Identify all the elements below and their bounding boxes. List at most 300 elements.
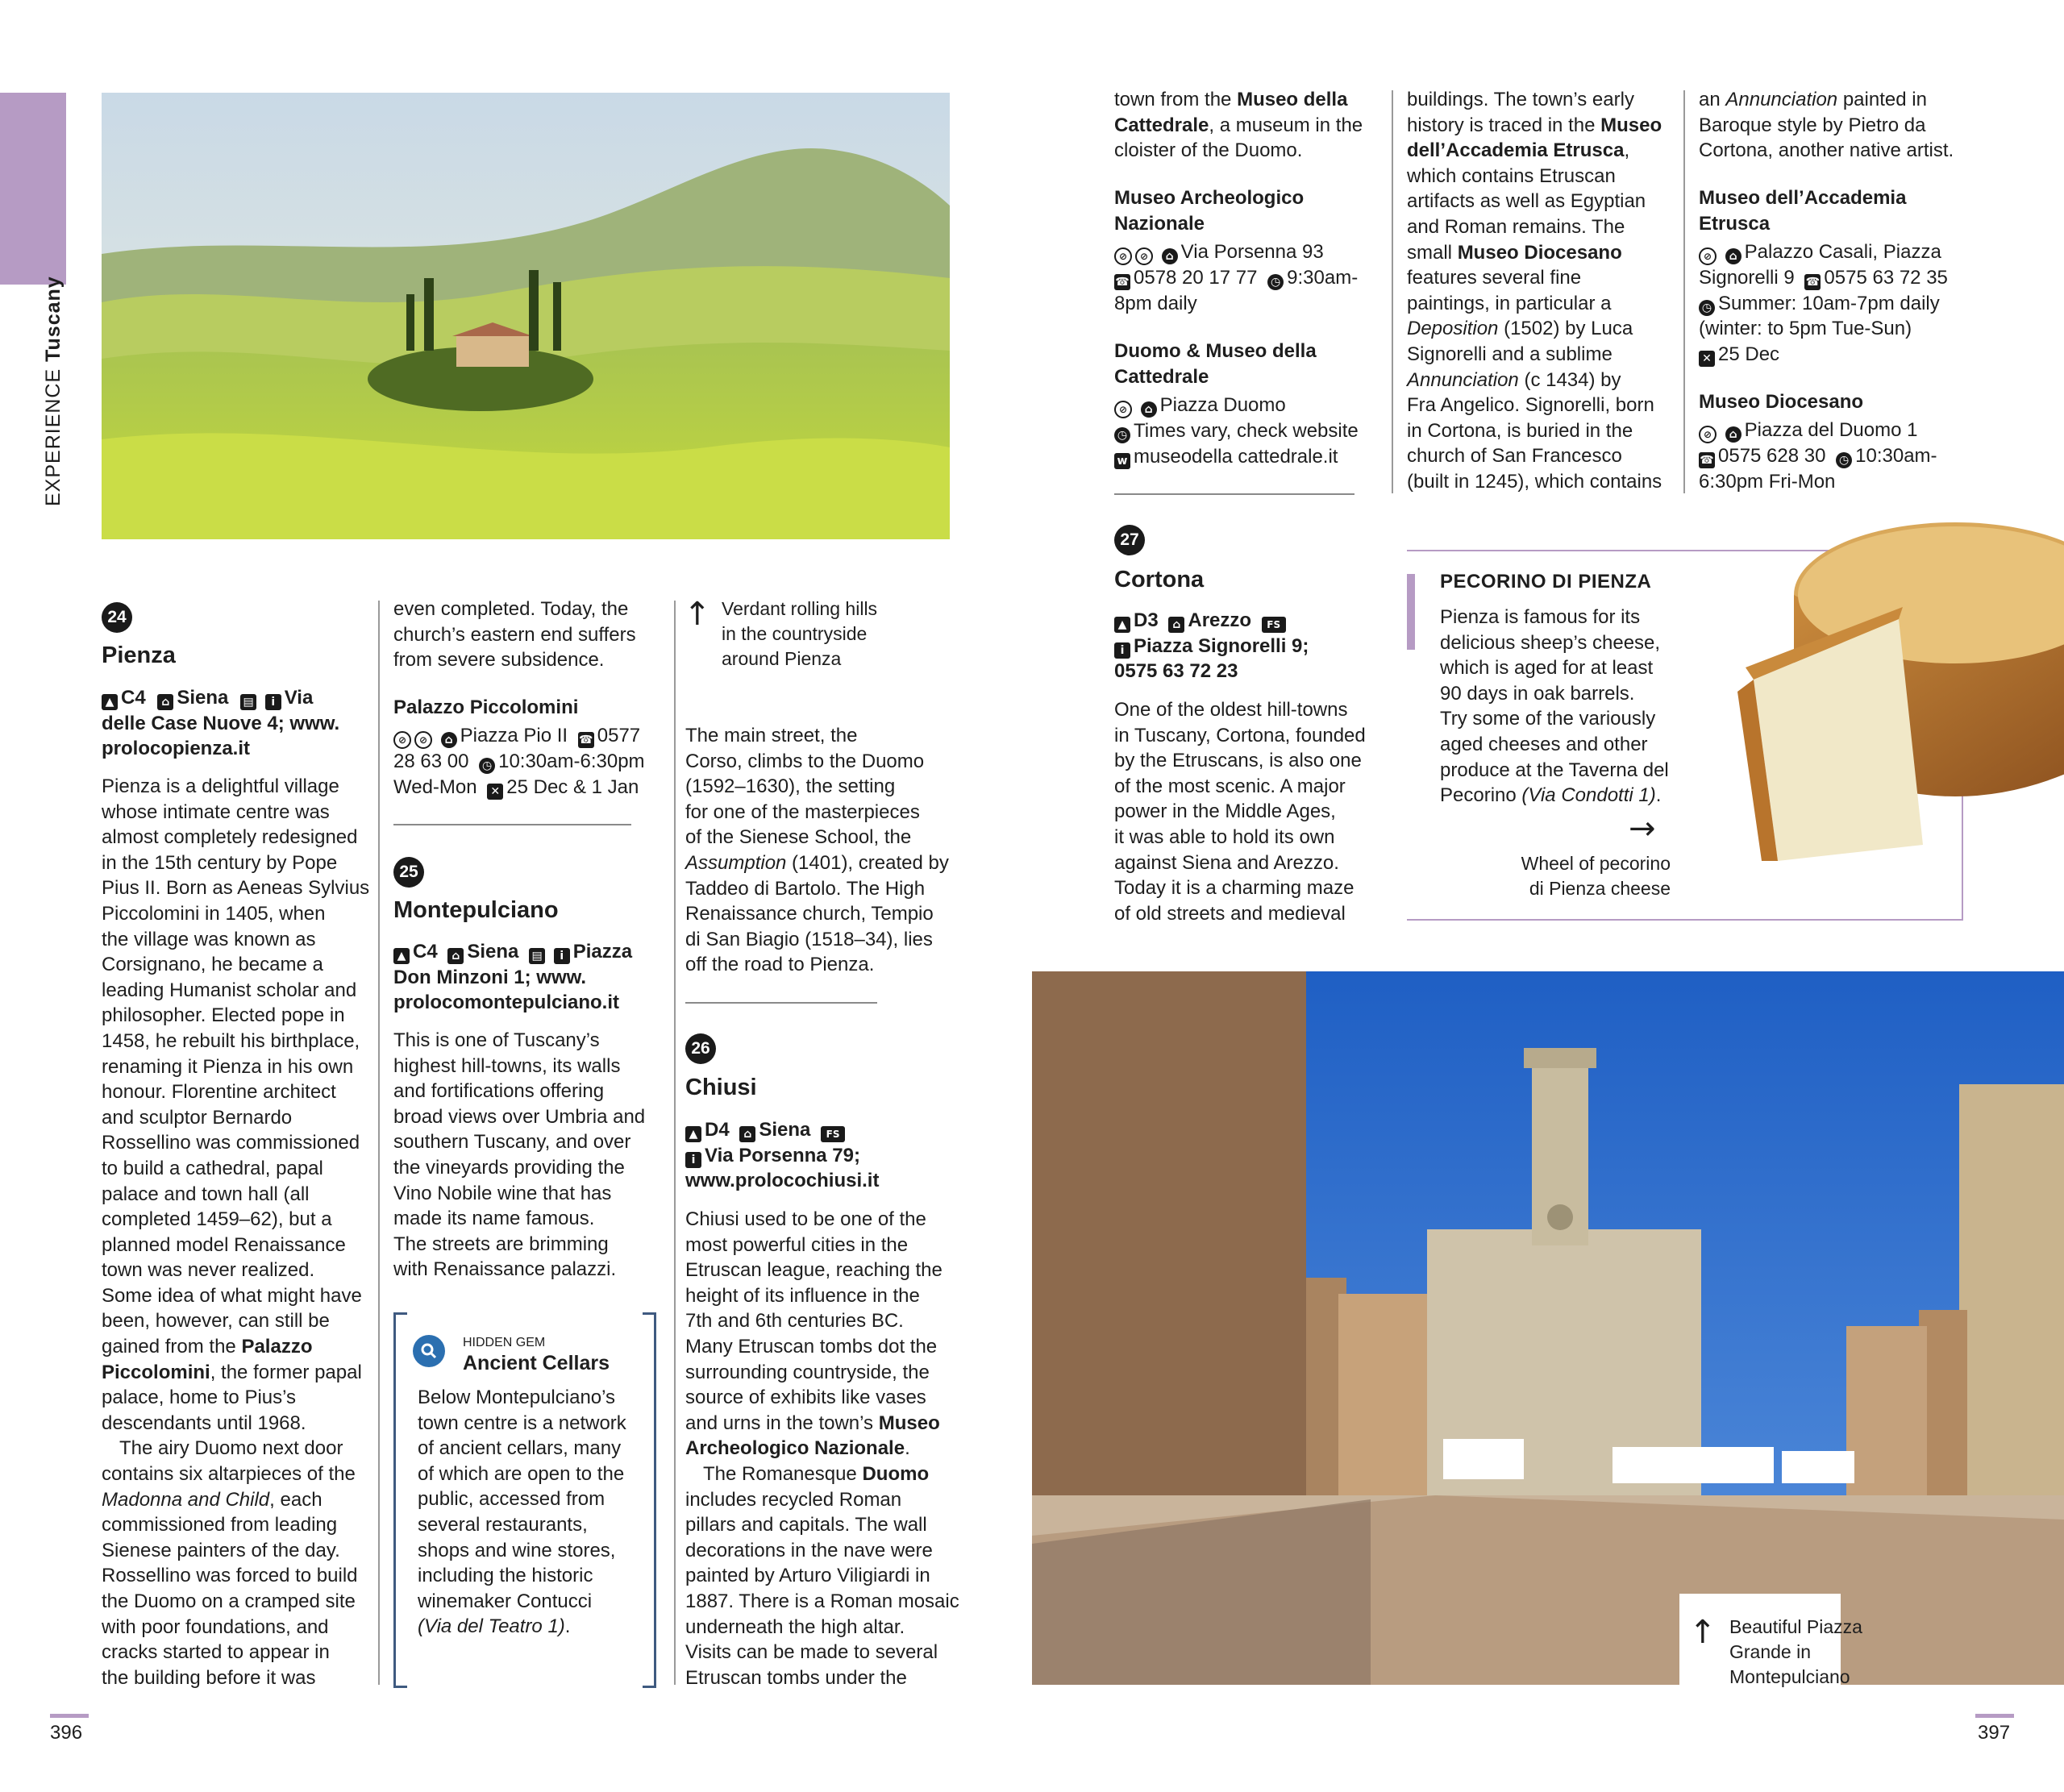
text-line: Rossellino was commissioned (102, 1132, 360, 1154)
duomo-hours: Times vary, check website (1134, 420, 1359, 442)
text-line (102, 1334, 376, 1360)
text-line: made its name famous. (393, 1208, 595, 1230)
text-line: aged cheeses and other (1440, 733, 1648, 755)
text-line: off the road to Pienza. (685, 954, 875, 976)
cortona-grid: D3 (1134, 609, 1159, 631)
text-line: planned model Renaissance (102, 1233, 346, 1256)
clock-icon: ◷ (1836, 452, 1852, 468)
bus-icon: ▤ (529, 948, 545, 964)
cortona-address: Piazza Signorelli 9; (1134, 634, 1309, 657)
info-icon: i (554, 948, 570, 964)
diocesano-hours-2: 6:30pm Fri-Mon (1699, 470, 1836, 493)
text-line: of the Sienese School, the (685, 826, 912, 849)
phone-icon: ☎ (1805, 276, 1821, 289)
closed-icon: ✕ (487, 784, 503, 800)
text-line: Etruscan tombs under the (685, 1666, 907, 1689)
italic-span: (Via del Teatro 1) (418, 1615, 565, 1638)
side-tab-label-tuscany: Tuscany (42, 276, 64, 362)
montepulciano-addr-1: Piazza (572, 941, 633, 963)
text-line: Corso, climbs to the Duomo (685, 750, 925, 772)
gem-text (418, 1385, 651, 1640)
web-icon: w (1114, 453, 1130, 469)
text-line: several restaurants, (418, 1513, 588, 1536)
text-line: Rossellino was forced to build (102, 1565, 358, 1587)
text-line: artifacts as well as Egyptian (1407, 190, 1646, 213)
text-line: pillars and capitals. The wall (685, 1514, 927, 1536)
home-icon: ⌂ (441, 732, 457, 748)
text-line: contains six altarpieces of the (102, 1463, 356, 1486)
no-photo-icon: ⊘ (414, 731, 432, 749)
chiusi-web[interactable]: www.prolocochiusi.it (685, 1170, 880, 1192)
accademia-phone: 0575 63 72 35 (1824, 267, 1948, 289)
text-line: shops and wine stores, (418, 1539, 616, 1561)
text-line: the building before it was (102, 1666, 316, 1689)
text-line: in Cortona, is buried in the (1407, 419, 1633, 442)
text-span: , each (269, 1488, 322, 1511)
info-icon: i (1114, 642, 1130, 659)
bold-span: Museo della (1237, 89, 1348, 110)
text-line: palace, home to Pius’s (102, 1387, 297, 1409)
phone-icon: ☎ (1115, 276, 1130, 289)
text-line: di Pienza cheese (1529, 878, 1671, 899)
text-line: Etruscan league, reaching the (685, 1259, 943, 1282)
text-line: Archeologico Nazionale. (685, 1437, 910, 1460)
accademia-hours-1: Summer: 10am-7pm daily (1718, 292, 1940, 314)
text-line: Chiusi used to be one of the (685, 1208, 926, 1230)
text-line: commissioned from leading (102, 1514, 338, 1536)
text-line: and Roman remains. The (1407, 215, 1625, 238)
piccolomini-info (393, 723, 668, 800)
home-icon: ⌂ (1725, 426, 1742, 443)
montepulciano-web[interactable]: prolocomontepulciano.it (393, 992, 619, 1014)
text-line (1407, 240, 1681, 266)
text-line: buildings. The town’s early (1407, 89, 1634, 110)
arrow-right-icon: → (1629, 810, 1656, 847)
museo-hours-2: 8pm daily (1114, 292, 1197, 314)
map-pin-icon: ▲ (393, 948, 410, 964)
text-line: and fortifications offering (393, 1080, 605, 1103)
pienza-info (102, 685, 376, 762)
text-line: height of its influence in the (685, 1284, 920, 1307)
bold-span: Duomo (862, 1462, 930, 1485)
search-icon-glyph (419, 1341, 439, 1361)
text-line: (built in 1245), which contains (1407, 470, 1662, 493)
chiusi-info (685, 1117, 959, 1194)
bold-span: Archeologico Nazionale (685, 1437, 905, 1460)
piccolomini-title: Palazzo Piccolomini (393, 696, 579, 718)
map-pin-icon: ▲ (102, 694, 118, 710)
diocesano-phone: 0575 628 30 (1718, 445, 1826, 467)
chiusi-grid: D4 (705, 1119, 730, 1141)
hidden-gem-box (393, 1312, 656, 1685)
text-line: 1887. There is a Roman mosaic (685, 1590, 959, 1612)
chiusi-title: Chiusi (685, 1075, 757, 1100)
text-line: almost completely redesigned (102, 826, 358, 849)
text-line: even completed. Today, the (393, 598, 629, 620)
text-line: Wheel of pecorino (1521, 853, 1671, 874)
text-line: power in the Middle Ages, (1114, 800, 1336, 823)
text-line: church of San Francesco (1407, 445, 1622, 468)
piazza-grande-photo (1032, 971, 2064, 1685)
text-line: around Pienza (722, 648, 842, 669)
text-line: which is aged for at least (1440, 657, 1654, 680)
text-line: Pienza is a delightful village (102, 775, 339, 797)
italic-span: (Via Condotti 1) (1516, 784, 1656, 807)
text-span: , the former papal (210, 1361, 362, 1383)
pienza-web[interactable]: prolocopienza.it (102, 738, 251, 760)
text-line: Below Montepulciano’s (418, 1387, 616, 1408)
text-line: Museo Archeologico (1114, 187, 1305, 209)
text-span: . (564, 1615, 571, 1638)
home-icon: ⌂ (1162, 248, 1178, 264)
accademia-info (1699, 239, 1973, 367)
text-line: Duomo & Museo della (1114, 340, 1317, 362)
text-line: source of exhibits like vases (685, 1387, 926, 1409)
text-line: Pienza is famous for its (1440, 606, 1641, 628)
text-span: and urns in the town’s (685, 1412, 874, 1434)
text-span: an (1699, 89, 1721, 110)
text-line: Corsignano, he became a (102, 954, 323, 976)
pienza-addr-1: Via (284, 687, 314, 709)
pienza-continued (393, 597, 660, 673)
montepulciano-grid: C4 (413, 941, 438, 963)
text-line: Piccolomini in 1405, when (102, 902, 326, 925)
landscape-illustration (102, 93, 950, 539)
text-line: Fra Angelico. Signorelli, born (1407, 394, 1654, 417)
pienza-title: Pienza (102, 642, 176, 668)
diocesano-hours: 10:30am- (1855, 445, 1937, 467)
text-line: in the 15th century by Pope (102, 851, 338, 874)
text-line (685, 1411, 968, 1437)
cortona-number-badge: 27 (1114, 525, 1145, 555)
text-line: Today it is a charming maze (1114, 877, 1354, 900)
text-line: One of the oldest hill-towns (1114, 699, 1348, 721)
bold-span: Palazzo (241, 1336, 313, 1358)
chiusi-continued (1114, 87, 1388, 164)
pecorino-cheese-photo (1729, 506, 2064, 893)
no-wheelchair-icon: ⊘ (1114, 247, 1132, 265)
text-line: been, however, can still be (102, 1310, 330, 1333)
text-line (102, 1360, 376, 1386)
piccolomini-hours: 10:30am-6:30pm (498, 750, 645, 772)
text-line: 90 days in oak barrels. (1440, 682, 1635, 705)
text-line (102, 1487, 376, 1513)
bold-span: Museo (878, 1412, 940, 1434)
column-divider (1392, 90, 1393, 493)
chiusi-town: Siena (759, 1119, 811, 1141)
text-line: of which are open to the (418, 1462, 625, 1485)
duomo-museo-title (1114, 339, 1317, 389)
montepulciano-town: Siena (467, 941, 519, 963)
text-span: gained from the (102, 1336, 236, 1358)
text-line: Taddeo di Bartolo. The High (685, 877, 926, 900)
map-pin-icon: ▲ (1114, 617, 1130, 633)
text-line: Sienese painters of the day. (102, 1539, 340, 1561)
text-line: Some idea of what might have (102, 1284, 362, 1307)
landscape-caption (722, 597, 955, 671)
pienza-landscape-photo (102, 93, 950, 539)
text-line (1114, 87, 1388, 113)
closed-icon: ✕ (1699, 351, 1715, 367)
home-icon: ⌂ (739, 1126, 755, 1142)
text-line: (1592–1630), the setting (685, 775, 896, 798)
text-span: , (1624, 139, 1630, 162)
column-divider (674, 601, 676, 1685)
piccolomini-phone-a: 0577 (597, 725, 641, 746)
text-span: small (1407, 241, 1453, 264)
text-line: and sculptor Bernardo (102, 1106, 293, 1129)
museo-archeologico-info (1114, 239, 1380, 316)
diocesano-title: Museo Diocesano (1699, 391, 1864, 413)
text-line: winemaker Contucci (418, 1590, 593, 1612)
piccolomini-address: Piazza Pio II (460, 725, 568, 746)
text-line: of ancient cellars, many (418, 1437, 622, 1460)
piazza-caption (1729, 1615, 1907, 1690)
text-line: Etrusca (1699, 212, 1771, 235)
chiusi-number-badge: 26 (685, 1033, 716, 1064)
text-line: which contains Etruscan (1407, 164, 1616, 187)
montepulciano-body (393, 1028, 668, 1283)
text-line: of the most scenic. A major (1114, 775, 1346, 797)
side-tab-label (42, 276, 65, 506)
text-line: surrounding countryside, the (685, 1361, 930, 1383)
piccolomini-closed: 25 Dec & 1 Jan (506, 775, 639, 798)
diocesano-info (1699, 418, 1973, 494)
no-photo-icon: ⊘ (1135, 247, 1153, 265)
montepulciano-info (393, 939, 668, 1016)
text-line (1699, 87, 1973, 113)
page-number-left: 396 (50, 1722, 83, 1744)
no-wheelchair-icon: ⊘ (393, 731, 411, 749)
search-icon (413, 1335, 445, 1367)
column-divider (378, 601, 380, 1685)
pienza-grid: C4 (121, 687, 146, 709)
diocesano-address: Piazza del Duomo 1 (1744, 419, 1918, 441)
text-span: (c 1434) by (1518, 368, 1621, 391)
home-icon: ⌂ (157, 694, 173, 710)
cortona-info (1114, 608, 1388, 684)
arrow-up-icon: ↑ (684, 596, 711, 633)
map-pin-icon: ▲ (685, 1126, 701, 1142)
text-line: Montepulciano (1729, 1666, 1850, 1687)
pienza-addr-2: delle Case Nuove 4; www. (102, 712, 340, 734)
train-bus-icon: FS (1262, 617, 1286, 633)
page-number-rule-left (50, 1714, 89, 1718)
chiusi-body (685, 1207, 968, 1690)
pecorino-caption (1484, 851, 1671, 901)
text-line: to build a cathedral, papal (102, 1157, 323, 1179)
text-line: southern Tuscany, and over (393, 1131, 631, 1154)
text-line: the Duomo on a cramped site (102, 1590, 356, 1612)
text-line: Cattedrale (1114, 365, 1209, 388)
text-line: 1458, he rebuilt his birthplace, (102, 1029, 360, 1052)
text-line: public, accessed from (418, 1488, 605, 1511)
duomo-address: Piazza Duomo (1159, 394, 1286, 416)
text-line (1407, 368, 1681, 393)
text-line: broad views over Umbria and (393, 1105, 646, 1128)
no-wheelchair-icon: ⊘ (1699, 247, 1717, 265)
section-rule (393, 824, 631, 825)
text-line: town centre is a network (418, 1412, 626, 1434)
clock-icon: ◷ (1114, 427, 1130, 443)
montepulciano-number-badge: 25 (393, 857, 424, 888)
italic-span: Annunciation (1407, 368, 1519, 391)
pienza-town: Siena (177, 687, 229, 709)
text-line: The streets are brimming (393, 1233, 609, 1255)
cortona-continued-2 (1699, 87, 1973, 164)
duomo-museo-info (1114, 393, 1388, 469)
text-span: Pecorino (1440, 784, 1517, 807)
montepulciano-addr-2: Don Minzoni 1; www. (393, 966, 587, 988)
pecorino-accent-bar (1407, 574, 1415, 650)
cortona-title: Cortona (1114, 567, 1205, 592)
text-line (1407, 138, 1681, 164)
text-line: against Siena and Arezzo. (1114, 851, 1339, 874)
bold-span: Museo (1600, 114, 1662, 136)
chiusi-addr: Via Porsenna 79; (705, 1144, 860, 1166)
text-line: descendants until 1968. (102, 1412, 306, 1434)
text-line: from severe subsidence. (393, 649, 605, 671)
text-line: leading Humanist scholar and (102, 979, 357, 1001)
text-line: in the countryside (722, 623, 868, 644)
accademia-address-2: Signorelli 9 (1699, 267, 1795, 289)
pienza-body (102, 774, 376, 1690)
text-span: painted in (1837, 89, 1927, 110)
text-line: Nazionale (1114, 212, 1205, 235)
text-line: by the Etruscans, is also one (1114, 750, 1362, 772)
text-line: painted by Arturo Viligiardi in (685, 1565, 930, 1587)
text-line: This is one of Tuscany’s (393, 1029, 600, 1051)
info-icon: i (265, 694, 281, 710)
piazza-illustration (1032, 971, 2064, 1685)
text-line: Grande in (1729, 1641, 1812, 1662)
text-line: Try some of the variously (1440, 708, 1656, 730)
text-line: features several fine (1407, 267, 1582, 289)
text-line (685, 1461, 968, 1487)
clock-icon: ◷ (1699, 300, 1715, 316)
bold-span: Museo Diocesano (1457, 241, 1622, 264)
text-line: town was never realized. (102, 1259, 315, 1282)
text-line: The airy Duomo next door (119, 1437, 343, 1460)
museo-archeologico-title (1114, 185, 1304, 236)
train-bus-icon: FS (821, 1126, 845, 1142)
cortona-body (1114, 697, 1388, 926)
text-line: of old streets and medieval (1114, 902, 1346, 925)
text-line (685, 850, 959, 876)
cortona-phone: 0575 63 72 23 (1114, 660, 1238, 683)
no-wheelchair-icon: ⊘ (1114, 401, 1132, 418)
gem-kicker: HIDDEN GEM (463, 1336, 546, 1349)
text-line: with poor foundations, and (102, 1615, 329, 1638)
italic-span: Assumption (685, 851, 787, 874)
museo-hours: 9:30am- (1287, 267, 1359, 289)
home-icon: ⌂ (1141, 401, 1157, 418)
text-line: in Tuscany, Cortona, founded (1114, 724, 1366, 746)
text-span: history is traced in the (1407, 114, 1596, 136)
text-line: Many Etruscan tombs dot the (685, 1335, 938, 1358)
bold-span: Piccolomini (102, 1361, 210, 1383)
text-line: underneath the high altar. (685, 1615, 905, 1638)
text-line: Beautiful Piazza (1729, 1616, 1862, 1637)
text-line: Visits can be made to several (685, 1641, 938, 1664)
text-line: Vino Nobile wine that has (393, 1182, 612, 1204)
clock-icon: ◷ (1267, 274, 1284, 290)
text-span: (1502) by Luca (1498, 318, 1633, 340)
text-line: Pius II. Born as Aeneas Sylvius (102, 877, 370, 900)
text-span: town from the (1114, 89, 1232, 110)
arrow-up-icon: ↑ (1689, 1614, 1717, 1651)
text-line: cracks started to appear in (102, 1641, 330, 1664)
text-line: cloister of the Duomo. (1114, 139, 1303, 162)
text-line: Verdant rolling hills (722, 598, 878, 619)
text-line: Museo dell’Accademia (1699, 187, 1907, 209)
text-line: for one of the masterpieces (685, 800, 920, 823)
montepulciano-title: Montepulciano (393, 897, 559, 923)
home-icon: ⌂ (447, 948, 464, 964)
text-line (1407, 316, 1681, 342)
home-icon: ⌂ (1725, 248, 1742, 264)
side-tab-label-experience: EXPERIENCE (42, 368, 64, 506)
italic-span: Madonna and Child (102, 1488, 270, 1511)
side-tab-accent (0, 93, 66, 285)
text-line: di San Biagio (1518–34), lies (685, 928, 933, 950)
text-span: (1401), created by (786, 851, 949, 874)
phone-icon: ☎ (579, 734, 593, 746)
text-line: philosopher. Elected pope in (102, 1004, 345, 1027)
text-span: , a museum in the (1209, 114, 1363, 136)
text-line: includes recycled Roman (685, 1488, 902, 1511)
text-line: with Renaissance palazzi. (393, 1258, 617, 1281)
text-line: produce at the Taverna del (1440, 759, 1669, 781)
cortona-continued (1407, 87, 1681, 495)
text-span: The Romanesque (703, 1462, 857, 1485)
italic-span: Deposition (1407, 318, 1499, 340)
italic-span: Annunciation (1725, 89, 1838, 110)
text-line: church’s eastern end suffers (393, 623, 636, 646)
section-rule (1114, 493, 1354, 495)
text-span: . (1655, 784, 1662, 807)
text-line: most powerful cities in the (685, 1233, 909, 1256)
phone-icon: ☎ (1700, 454, 1714, 467)
text-line (1440, 783, 1698, 809)
text-line (1114, 113, 1388, 139)
museo-address: Via Porsenna 93 (1180, 241, 1324, 263)
accademia-closed: 25 Dec (1718, 343, 1780, 365)
text-line: renaming it Pienza in his own (102, 1055, 354, 1078)
duomo-web[interactable]: museodella cattedrale.it (1134, 445, 1338, 468)
accademia-hours-2: (winter: to 5pm Tue-Sun) (1699, 318, 1912, 340)
text-line: The main street, the (685, 725, 858, 746)
text-line: the vineyards providing the (393, 1156, 625, 1179)
cortona-town: Arezzo (1188, 609, 1252, 631)
clock-icon: ◷ (479, 758, 495, 774)
text-line: completed 1459–62), but a (102, 1208, 332, 1231)
page-number-right: 397 (1978, 1722, 2011, 1744)
text-line (1407, 113, 1681, 139)
piccolomini-days: Wed-Mon (393, 775, 477, 798)
text-line: 7th and 6th centuries BC. (685, 1310, 904, 1333)
text-line: Renaissance church, Tempio (685, 903, 934, 925)
bus-icon: ▤ (240, 694, 256, 710)
pecorino-title: PECORINO DI PIENZA (1440, 571, 1652, 592)
info-icon: i (685, 1152, 701, 1168)
gem-bracket-left (393, 1312, 407, 1688)
cheese-illustration (1729, 506, 2064, 893)
text-line: Signorelli and a sublime (1407, 343, 1612, 365)
text-line (418, 1614, 651, 1640)
bold-span: dell’Accademia Etrusca (1407, 139, 1625, 162)
text-line: Cortona, another native artist. (1699, 139, 1954, 162)
